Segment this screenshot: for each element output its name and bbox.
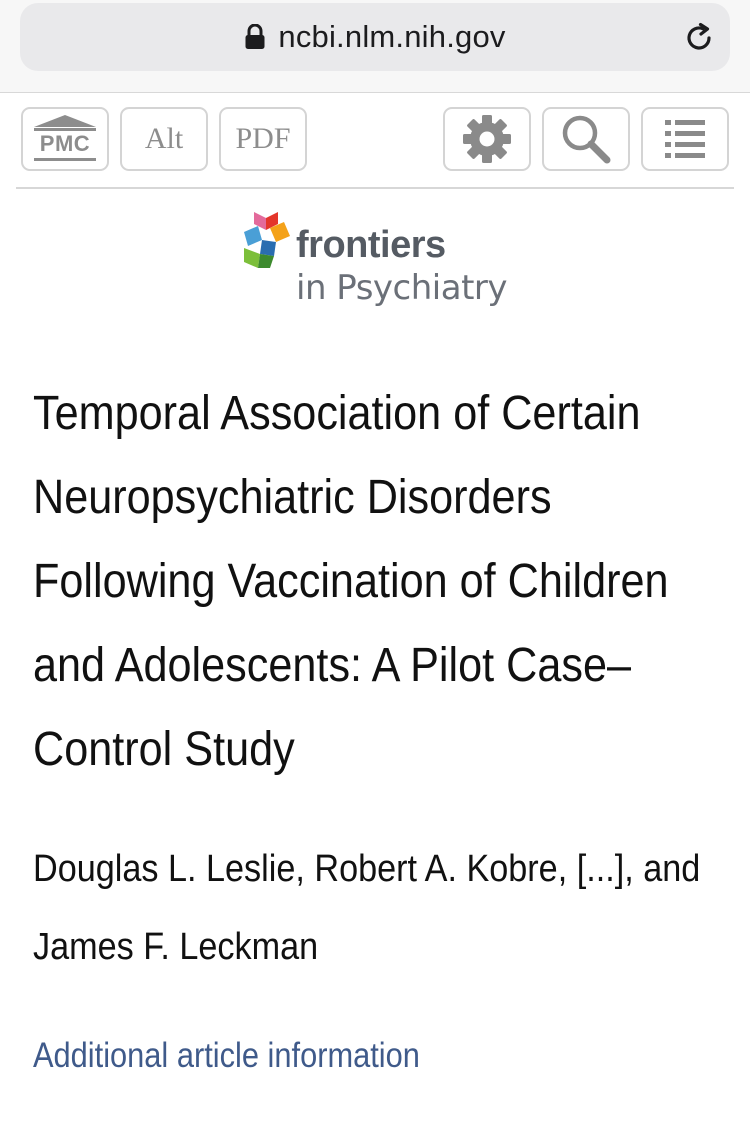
- author-line[interactable]: Douglas L. Leslie, Robert A. Kobre, [...], and: [33, 848, 701, 890]
- journal-logo: [240, 210, 540, 310]
- reload-icon[interactable]: [682, 21, 716, 55]
- list-icon: [663, 117, 707, 161]
- url-display: [20, 3, 730, 71]
- title-line: Neuropsychiatric Disorders: [33, 471, 552, 524]
- pmc-home-button[interactable]: [21, 107, 109, 171]
- settings-button[interactable]: [443, 107, 531, 171]
- article-title: [33, 372, 722, 792]
- gear-icon: [461, 113, 513, 165]
- search-button[interactable]: [542, 107, 630, 171]
- alt-label: Alt: [144, 122, 184, 155]
- journal-brand: frontiers: [296, 224, 446, 266]
- title-line: Control Study: [33, 723, 295, 776]
- menu-button[interactable]: [641, 107, 729, 171]
- browser-chrome: [0, 0, 750, 93]
- address-bar[interactable]: [20, 3, 730, 71]
- alt-button[interactable]: [120, 107, 208, 171]
- toolbar-divider: [16, 187, 734, 189]
- title-line: Temporal Association of Certain: [33, 387, 641, 440]
- additional-article-info-link[interactable]: Additional article information: [33, 1036, 420, 1075]
- frontiers-logo-icon: [240, 210, 296, 270]
- journal-section: in Psychiatry: [296, 268, 507, 308]
- pmc-label: PMC: [39, 131, 91, 156]
- search-icon: [558, 111, 614, 167]
- author-list: [33, 830, 726, 986]
- author-line[interactable]: James F. Leckman: [33, 926, 319, 968]
- title-line: Following Vaccination of Children: [33, 555, 669, 608]
- title-line: and Adolescents: A Pilot Case–: [33, 639, 632, 692]
- pmc-toolbar: [0, 93, 750, 189]
- pdf-label: PDF: [235, 122, 291, 155]
- lock-icon: [244, 24, 266, 50]
- url-text: ncbi.nlm.nih.gov: [278, 19, 506, 54]
- pdf-button[interactable]: [219, 107, 307, 171]
